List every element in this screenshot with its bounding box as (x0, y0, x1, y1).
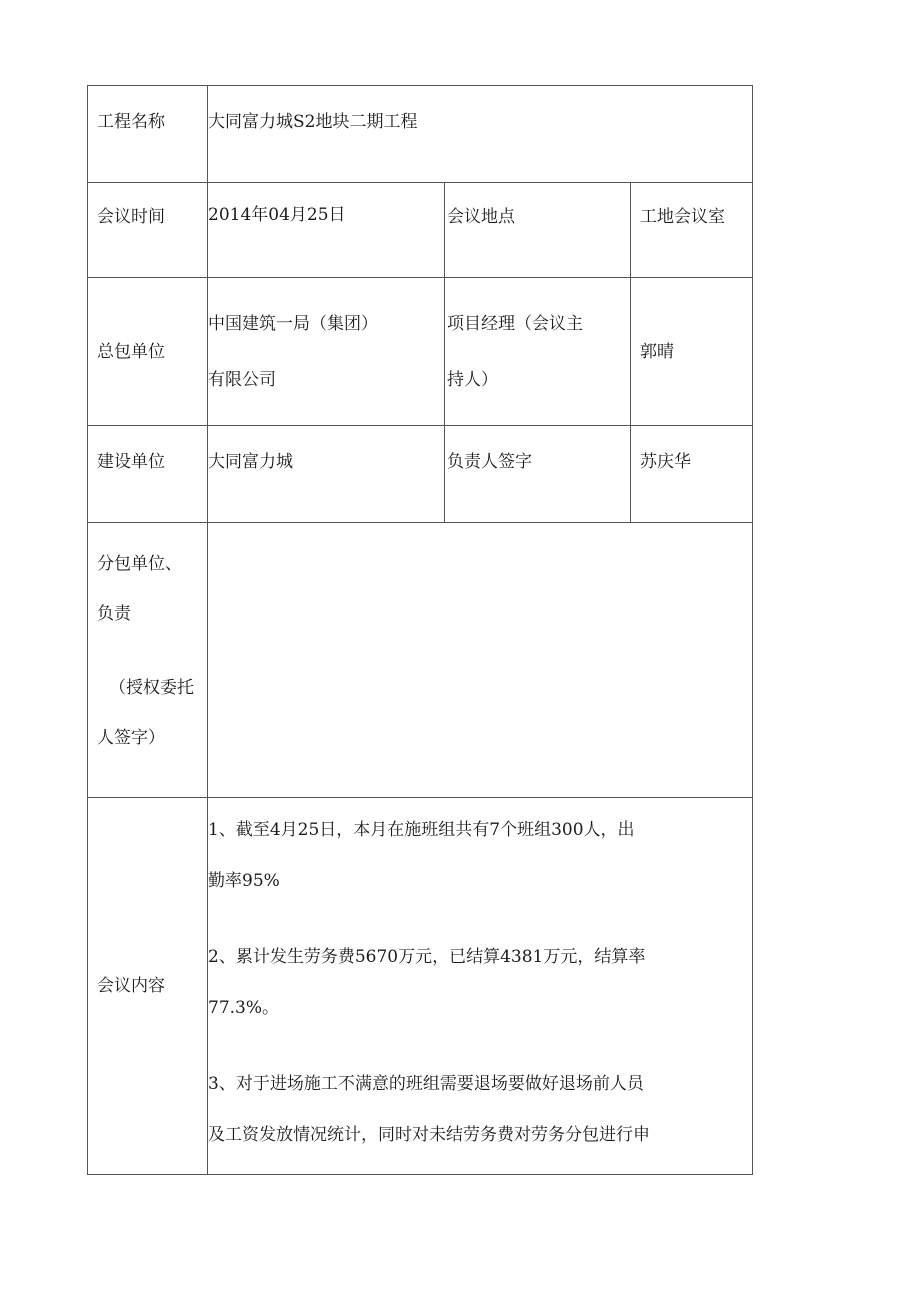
subcontractor-label: 分包单位、 负责 （授权委托 人签字） (88, 523, 208, 798)
project-name-value: 大同富力城S2地块二期工程 (208, 86, 753, 183)
meeting-place-value: 工地会议室 (631, 183, 753, 278)
meeting-content-label: 会议内容 (88, 798, 208, 1175)
client-sign-name: 苏庆华 (631, 426, 753, 523)
subcontractor-sign-area (208, 523, 753, 798)
general-contractor-label: 总包单位 (88, 278, 208, 426)
meeting-time-label: 会议时间 (88, 183, 208, 278)
meeting-record-table (87, 85, 753, 1175)
project-manager-name: 郭晴 (631, 278, 753, 426)
client-value: 大同富力城 (208, 426, 445, 523)
general-contractor-value: 中国建筑一局（集团） 有限公司 (208, 278, 445, 426)
meeting-content-body: 1、截至4月25日，本月在施班组共有7个班组300人，出 勤率95% 2、累计发生劳务费5670万元，已结算4381万元，结算率 77.3%。 3、对于进场施工不满意的班组需要退场要做好退场前人员 及工资发放情况统计，同时对未结劳务费对劳务分包进行申 (208, 798, 753, 1175)
project-manager-label: 项目经理（会议主 持人） (445, 278, 631, 426)
meeting-place-label: 会议地点 (445, 183, 631, 278)
client-sign-label: 负责人签字 (445, 426, 631, 523)
project-name-label: 工程名称 (88, 86, 208, 183)
meeting-time-value: 2014年04月25日 (208, 183, 445, 278)
client-label: 建设单位 (88, 426, 208, 523)
